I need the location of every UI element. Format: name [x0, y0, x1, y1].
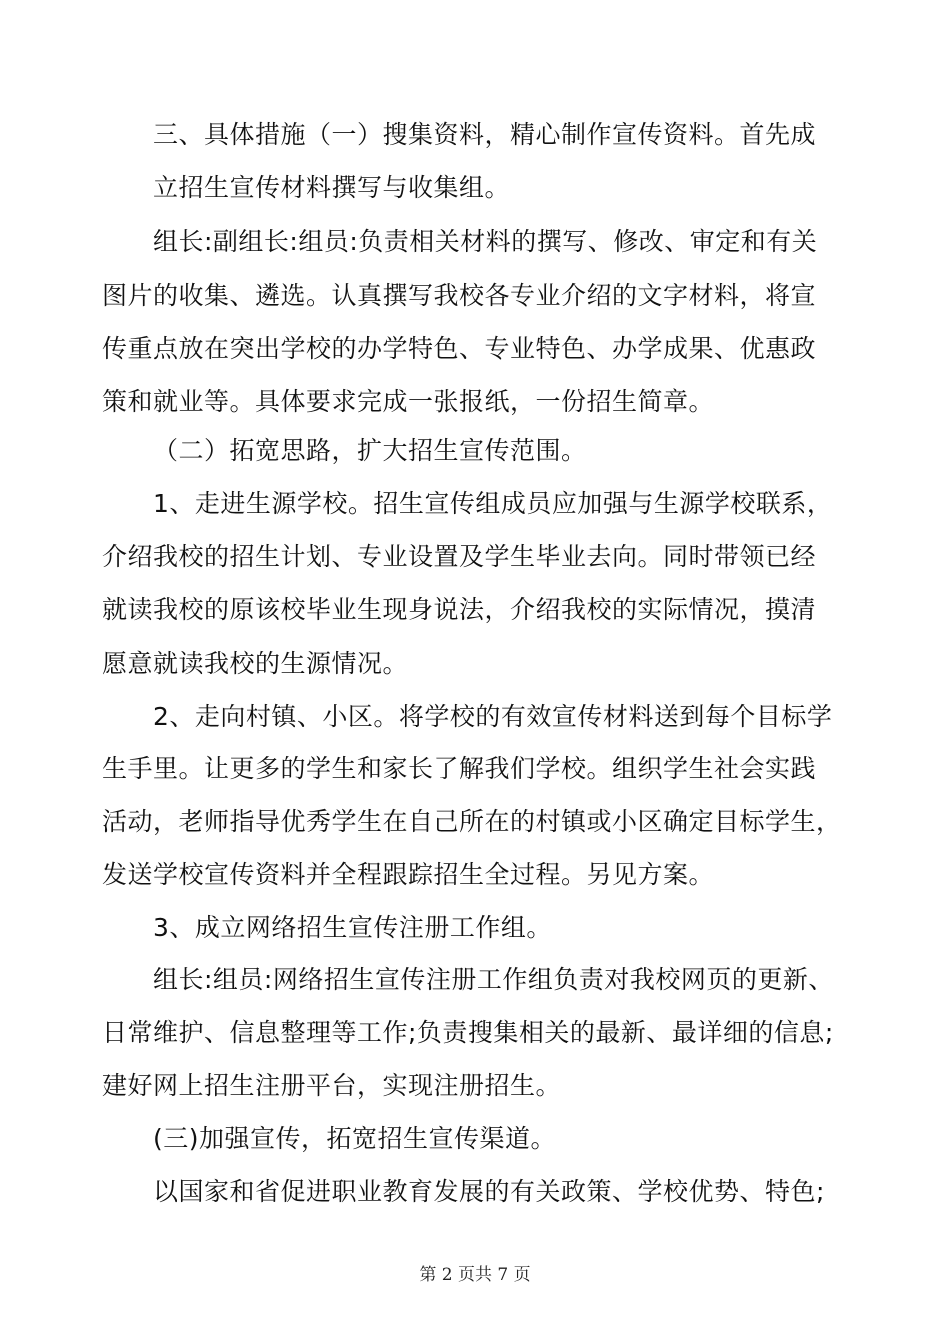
- text-line: 2、走向村镇、小区。将学校的有效宣传材料送到每个目标学: [153, 702, 833, 731]
- text-line: 立招生宣传材料撰写与收集组。: [153, 173, 511, 202]
- text-line: 传重点放在突出学校的办学特色、专业特色、办学成果、优惠政: [102, 334, 817, 363]
- text-line: 1、走进生源学校。招生宣传组成员应加强与生源学校联系，: [153, 489, 833, 518]
- text-line: 组长:副组长:组员:负责相关材料的撰写、修改、审定和有关: [153, 227, 818, 256]
- text-line: 以国家和省促进职业教育发展的有关政策、学校优势、特色;: [153, 1177, 825, 1206]
- text-line: 就读我校的原该校毕业生现身说法，介绍我校的实际情况，摸清: [102, 595, 817, 624]
- text-line: 组长:组员:网络招生宣传注册工作组负责对我校网页的更新、: [153, 965, 834, 994]
- text-line: 活动，老师指导优秀学生在自己所在的村镇或小区确定目标学生，: [102, 807, 842, 836]
- text-line: 愿意就读我校的生源情况。: [102, 649, 409, 678]
- text-line: 三、具体措施（一）搜集资料，精心制作宣传资料。首先成: [153, 120, 817, 149]
- text-line: 发送学校宣传资料并全程跟踪招生全过程。另见方案。: [102, 860, 715, 889]
- text-line: 3、成立网络招生宣传注册工作组。: [153, 913, 552, 942]
- text-line: 介绍我校的招生计划、专业设置及学生毕业去向。同时带领已经: [102, 542, 817, 571]
- section-heading: (三)加强宣传，拓宽招生宣传渠道。: [153, 1124, 557, 1153]
- text-line: 生手里。让更多的学生和家长了解我们学校。组织学生社会实践: [102, 754, 817, 783]
- section-heading: （二）拓宽思路，扩大招生宣传范围。: [153, 436, 587, 465]
- text-line: 策和就业等。具体要求完成一张报纸，一份招生简章。: [102, 387, 715, 416]
- text-line: 日常维护、信息整理等工作;负责搜集相关的最新、最详细的信息;: [102, 1018, 834, 1047]
- page-number-footer: 第 2 页共 7 页: [419, 1265, 531, 1285]
- text-line: 建好网上招生注册平台，实现注册招生。: [102, 1071, 562, 1100]
- text-line: 图片的收集、遴选。认真撰写我校各专业介绍的文字材料，将宣: [102, 281, 817, 310]
